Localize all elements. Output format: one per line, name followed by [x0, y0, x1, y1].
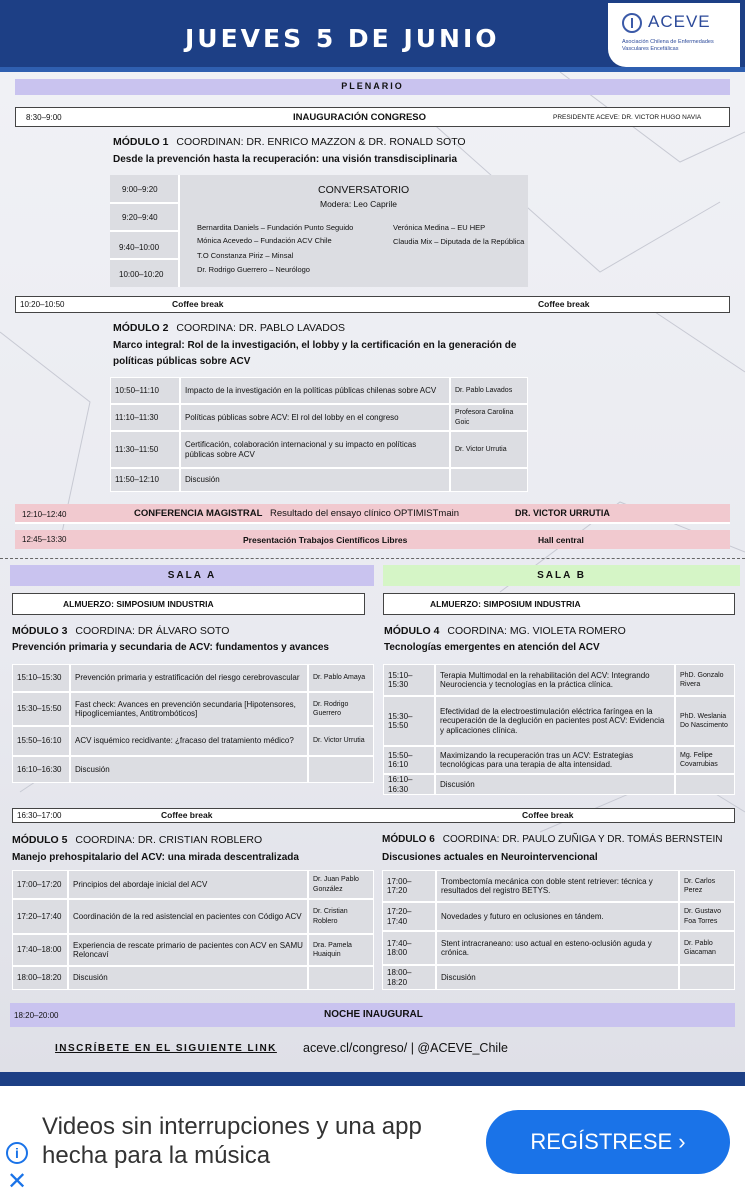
module-4-title: Tecnologías emergentes en atención del ACV: [384, 642, 600, 653]
m3-row-speaker: Dr. Victor Urrutia: [308, 726, 374, 756]
m4-row-time: 16:10–16:30: [383, 774, 435, 795]
ad-text: Videos sin interrupciones y una app hecha para la música: [42, 1113, 422, 1169]
m5-row-speaker: [308, 966, 374, 990]
m4-row-speaker: PhD. Gonzalo Rivera: [675, 664, 735, 696]
m4-row-time: 15:30–15:50: [383, 696, 435, 746]
m4-row-speaker: Mg. Felipe Covarrubias: [675, 746, 735, 774]
logo-subtitle: Asociación Chilena de Enfermedades Vasculares Encefálicas: [622, 39, 714, 52]
cb2-a: Coffee break: [161, 810, 213, 820]
sala-b-header: SALA B: [383, 565, 740, 586]
m5-row-title: Coordinación de la red asistencial en pacientes con Código ACV: [68, 899, 308, 934]
coffee-break-2: [12, 808, 735, 823]
poster-bottom-band: [0, 1072, 745, 1086]
module-6-header: [382, 834, 722, 845]
inauguracion-row: [15, 107, 730, 127]
inaug-title: INAUGURACIÓN CONGRESO: [293, 112, 427, 123]
info-icon[interactable]: i: [6, 1142, 28, 1164]
m5-row-time: 17:00–17:20: [12, 870, 68, 899]
trab-place: Hall central: [538, 535, 584, 545]
module-4-header: [384, 625, 626, 637]
module-6-title: Discusiones actuales en Neurointervencional: [382, 852, 598, 863]
panel-left-2: Mónica Acevedo – Fundación ACV Chile: [197, 236, 332, 245]
inaug-time: 8:30–9:00: [26, 113, 62, 122]
m4-row-title: Efectividad de la electroestimulación eléctrica faríngea en la recuperación de la deglución en pacientes post ACV: Evidencia y aplicaciones clínica.: [435, 696, 675, 746]
cb2-b: Coffee break: [522, 810, 574, 820]
footer-cta: INSCRÍBETE EN EL SIGUIENTE LINK: [55, 1043, 277, 1054]
module-2-number: MÓDULO 2: [113, 322, 169, 334]
inaug-presidente: PRESIDENTE ACEVE: DR. VICTOR HUGO NAVIA: [553, 114, 702, 121]
m5-row-speaker: Dr. Cristian Roblero: [308, 899, 374, 934]
m1-time-4: 10:00–10:20: [119, 270, 164, 279]
module-1-title: Desde la prevención hasta la recuperación: una visión transdisciplinaria: [113, 154, 458, 165]
module-5-number: MÓDULO 5: [12, 834, 68, 846]
module-3-coord: COORDINA: DR ÁLVARO SOTO: [75, 625, 230, 637]
module-6-coord: COORDINA: DR. PAULO ZUÑIGA Y DR. TOMÁS BERNSTEIN: [442, 834, 723, 845]
noche-title: NOCHE INAUGURAL: [324, 1009, 423, 1020]
register-button[interactable]: REGÍSTRESE ›: [486, 1110, 730, 1174]
m4-row-speaker: PhD. Weslania Do Nascimento: [675, 696, 735, 746]
conf-speaker: DR. VICTOR URRUTIA: [515, 508, 610, 518]
m5-row-speaker: Dr. Juan Pablo González: [308, 870, 374, 899]
m6-row-speaker: [679, 965, 735, 990]
footer-link[interactable]: aceve.cl/congreso/ | @ACEVE_Chile: [303, 1041, 508, 1055]
m5-row-time: 17:20–17:40: [12, 899, 68, 934]
m5-row-speaker: Dra. Pamela Huaiquin: [308, 934, 374, 966]
m6-row-time: 17:00–17:20: [382, 870, 436, 902]
m6-row-title: Trombectomía mecánica con doble stent retriever: técnica y resultados del registro BETYS.: [436, 870, 679, 902]
m3-row-time: 15:50–16:10: [12, 726, 70, 756]
m6-row-speaker: Dr. Gustavo Foa Torres: [679, 902, 735, 931]
module-4-number: MÓDULO 4: [384, 625, 440, 637]
module-2-title-line2: políticas públicas sobre ACV: [113, 356, 251, 367]
module-5-title: Manejo prehospitalario del ACV: una mirada descentralizada: [12, 852, 299, 863]
m5-row-time: 18:00–18:20: [12, 966, 68, 990]
m3-row-time: 15:30–15:50: [12, 692, 70, 726]
module-2-coord: COORDINA: DR. PABLO LAVADOS: [176, 322, 346, 334]
m3-row-speaker: Dr. Rodrigo Guerrero: [308, 692, 374, 726]
m2-row-title: Impacto de la investigación en la políticas públicas chilenas sobre ACV: [180, 377, 450, 404]
m2-row-time: 11:30–11:50: [110, 431, 180, 468]
cb2-time: 16:30–17:00: [17, 811, 62, 820]
m3-row-title: ACV isquémico recidivante: ¿fracaso del tratamiento médico?: [70, 726, 308, 756]
m6-row-speaker: Dr. Carlos Perez: [679, 870, 735, 902]
logo-mark-icon: [622, 13, 642, 33]
m1-time-3: 9:40–10:00: [119, 243, 160, 252]
module-3-header: [12, 625, 229, 637]
m2-row-time: 11:10–11:30: [110, 404, 180, 431]
almuerzo-a: ALMUERZO: SIMPOSIUM INDUSTRIA: [12, 593, 365, 615]
plenario-band: PLENARIO: [15, 79, 730, 95]
m3-row-title: Prevención primaria y estratificación del riesgo cerebrovascular: [70, 664, 308, 692]
m6-row-speaker: Dr. Pablo Giacaman: [679, 931, 735, 965]
trabajos-row: [15, 530, 730, 549]
conf-time: 12:10–12:40: [22, 510, 67, 519]
m5-row-title: Experiencia de rescate primario de pacientes con ACV en SAMU Reloncaví: [68, 934, 308, 966]
module-6-number: MÓDULO 6: [382, 834, 435, 845]
aceve-logo: [608, 3, 740, 67]
m5-row-title: Discusión: [68, 966, 308, 990]
module-1-coord: COORDINAN: DR. ENRICO MAZZON & DR. RONALD SOTO: [176, 136, 466, 148]
m4-row-time: 15:50–16:10: [383, 746, 435, 774]
m5-row-time: 17:40–18:00: [12, 934, 68, 966]
m6-row-time: 17:20–17:40: [382, 902, 436, 931]
panel-left-1: Bernardita Daniels – Fundación Punto Seguido: [197, 223, 354, 232]
module-5-coord: COORDINA: DR. CRISTIAN ROBLERO: [75, 834, 263, 846]
m6-row-title: Novedades y futuro en oclusiones en tándem.: [436, 902, 679, 931]
module-3-title: Prevención primaria y secundaria de ACV: fundamentos y avances: [12, 642, 329, 653]
module-2-header: [113, 322, 345, 334]
m2-row-speaker: Profesora Carolina Goic: [450, 404, 528, 431]
module-2-title-line1: Marco integral: Rol de la investigación, el lobby y la certificación en la generación de: [113, 340, 517, 351]
cb1-b: Coffee break: [538, 299, 590, 309]
logo-name: ACEVE: [648, 12, 711, 31]
m3-row-speaker: Dr. Pablo Amaya: [308, 664, 374, 692]
noche-row: [10, 1003, 735, 1027]
conf-desc: Resultado del ensayo clínico OPTIMISTmain: [270, 508, 460, 519]
module-3-number: MÓDULO 3: [12, 625, 68, 637]
panel-right-2: Claudia Mix – Diputada de la República: [393, 237, 525, 246]
panel-left-3: T.O Constanza Piriz – Minsal: [197, 251, 294, 260]
m1-time-1: 9:00–9:20: [122, 185, 158, 194]
m3-row-speaker: [308, 756, 374, 783]
m5-row-title: Principios del abordaje inicial del ACV: [68, 870, 308, 899]
m3-row-title: Fast check: Avances en prevención secundaria [Hipotensores, Hipoglicemiantes, Antitrombóticos]: [70, 692, 308, 726]
m2-row-time: 10:50–11:10: [110, 377, 180, 404]
cb1-time: 10:20–10:50: [20, 300, 65, 309]
close-icon[interactable]: ✕: [7, 1168, 28, 1195]
m6-row-time: 17:40–18:00: [382, 931, 436, 965]
cb1-a: Coffee break: [172, 299, 224, 309]
m2-row-speaker: Dr. Pablo Lavados: [450, 377, 528, 404]
m2-row-title: Políticas públicas sobre ACV: El rol del lobby en el congreso: [180, 404, 450, 431]
divider: [0, 558, 745, 559]
m4-row-title: Discusión: [435, 774, 675, 795]
m1-time-2: 9:20–9:40: [122, 213, 158, 222]
panel-left-4: Dr. Rodrigo Guerrero – Neurólogo: [197, 265, 310, 274]
m4-row-title: Terapia Multimodal en la rehabilitación del ACV: Integrando Neurociencia y tecnologías en la práctica clínica.: [435, 664, 675, 696]
m2-row-time: 11:50–12:10: [110, 468, 180, 492]
m6-row-title: Stent intracraneano: uso actual en esteno-oclusión aguda y crónica.: [436, 931, 679, 965]
trab-time: 12:45–13:30: [22, 535, 67, 544]
conversatorio-title: CONVERSATORIO: [318, 184, 410, 196]
m6-row-time: 18:00–18:20: [382, 965, 436, 990]
module-1-number: MÓDULO 1: [113, 136, 169, 148]
m4-row-time: 15:10–15:30: [383, 664, 435, 696]
panel-right-1: Verónica Medina – EU HEP: [393, 223, 486, 232]
module-4-coord: COORDINA: MG. VIOLETA ROMERO: [447, 625, 626, 637]
almuerzo-b: ALMUERZO: SIMPOSIUM INDUSTRIA: [383, 593, 735, 615]
conversatorio-modera: Modera: Leo Caprile: [320, 199, 398, 209]
conf-title: CONFERENCIA MAGISTRAL: [134, 508, 263, 519]
m3-row-title: Discusión: [70, 756, 308, 783]
module-1-header: [113, 136, 466, 148]
coffee-break-1: [15, 296, 730, 313]
trab-title: Presentación Trabajos Científicos Libres: [243, 535, 408, 545]
m4-row-speaker: [675, 774, 735, 795]
sala-a-header: SALA A: [10, 565, 374, 586]
m2-row-speaker: Dr. Victor Urrutia: [450, 431, 528, 468]
noche-time: 18:20–20:00: [14, 1011, 59, 1020]
m2-row-title: Discusión: [180, 468, 450, 492]
m4-row-title: Maximizando la recuperación tras un ACV: Estrategias tecnológicas para una terapia de alta intensidad.: [435, 746, 675, 774]
m2-row-speaker: [450, 468, 528, 492]
day-title: JUEVES 5 DE JUNIO: [185, 24, 500, 53]
m2-row-title: Certificación, colaboración internacional y su impacto en políticas públicas sobre ACV: [180, 431, 450, 468]
m3-row-time: 16:10–16:30: [12, 756, 70, 783]
m3-row-time: 15:10–15:30: [12, 664, 70, 692]
m6-row-title: Discusión: [436, 965, 679, 990]
module-5-header: [12, 834, 262, 846]
conferencia-row: [15, 504, 730, 524]
